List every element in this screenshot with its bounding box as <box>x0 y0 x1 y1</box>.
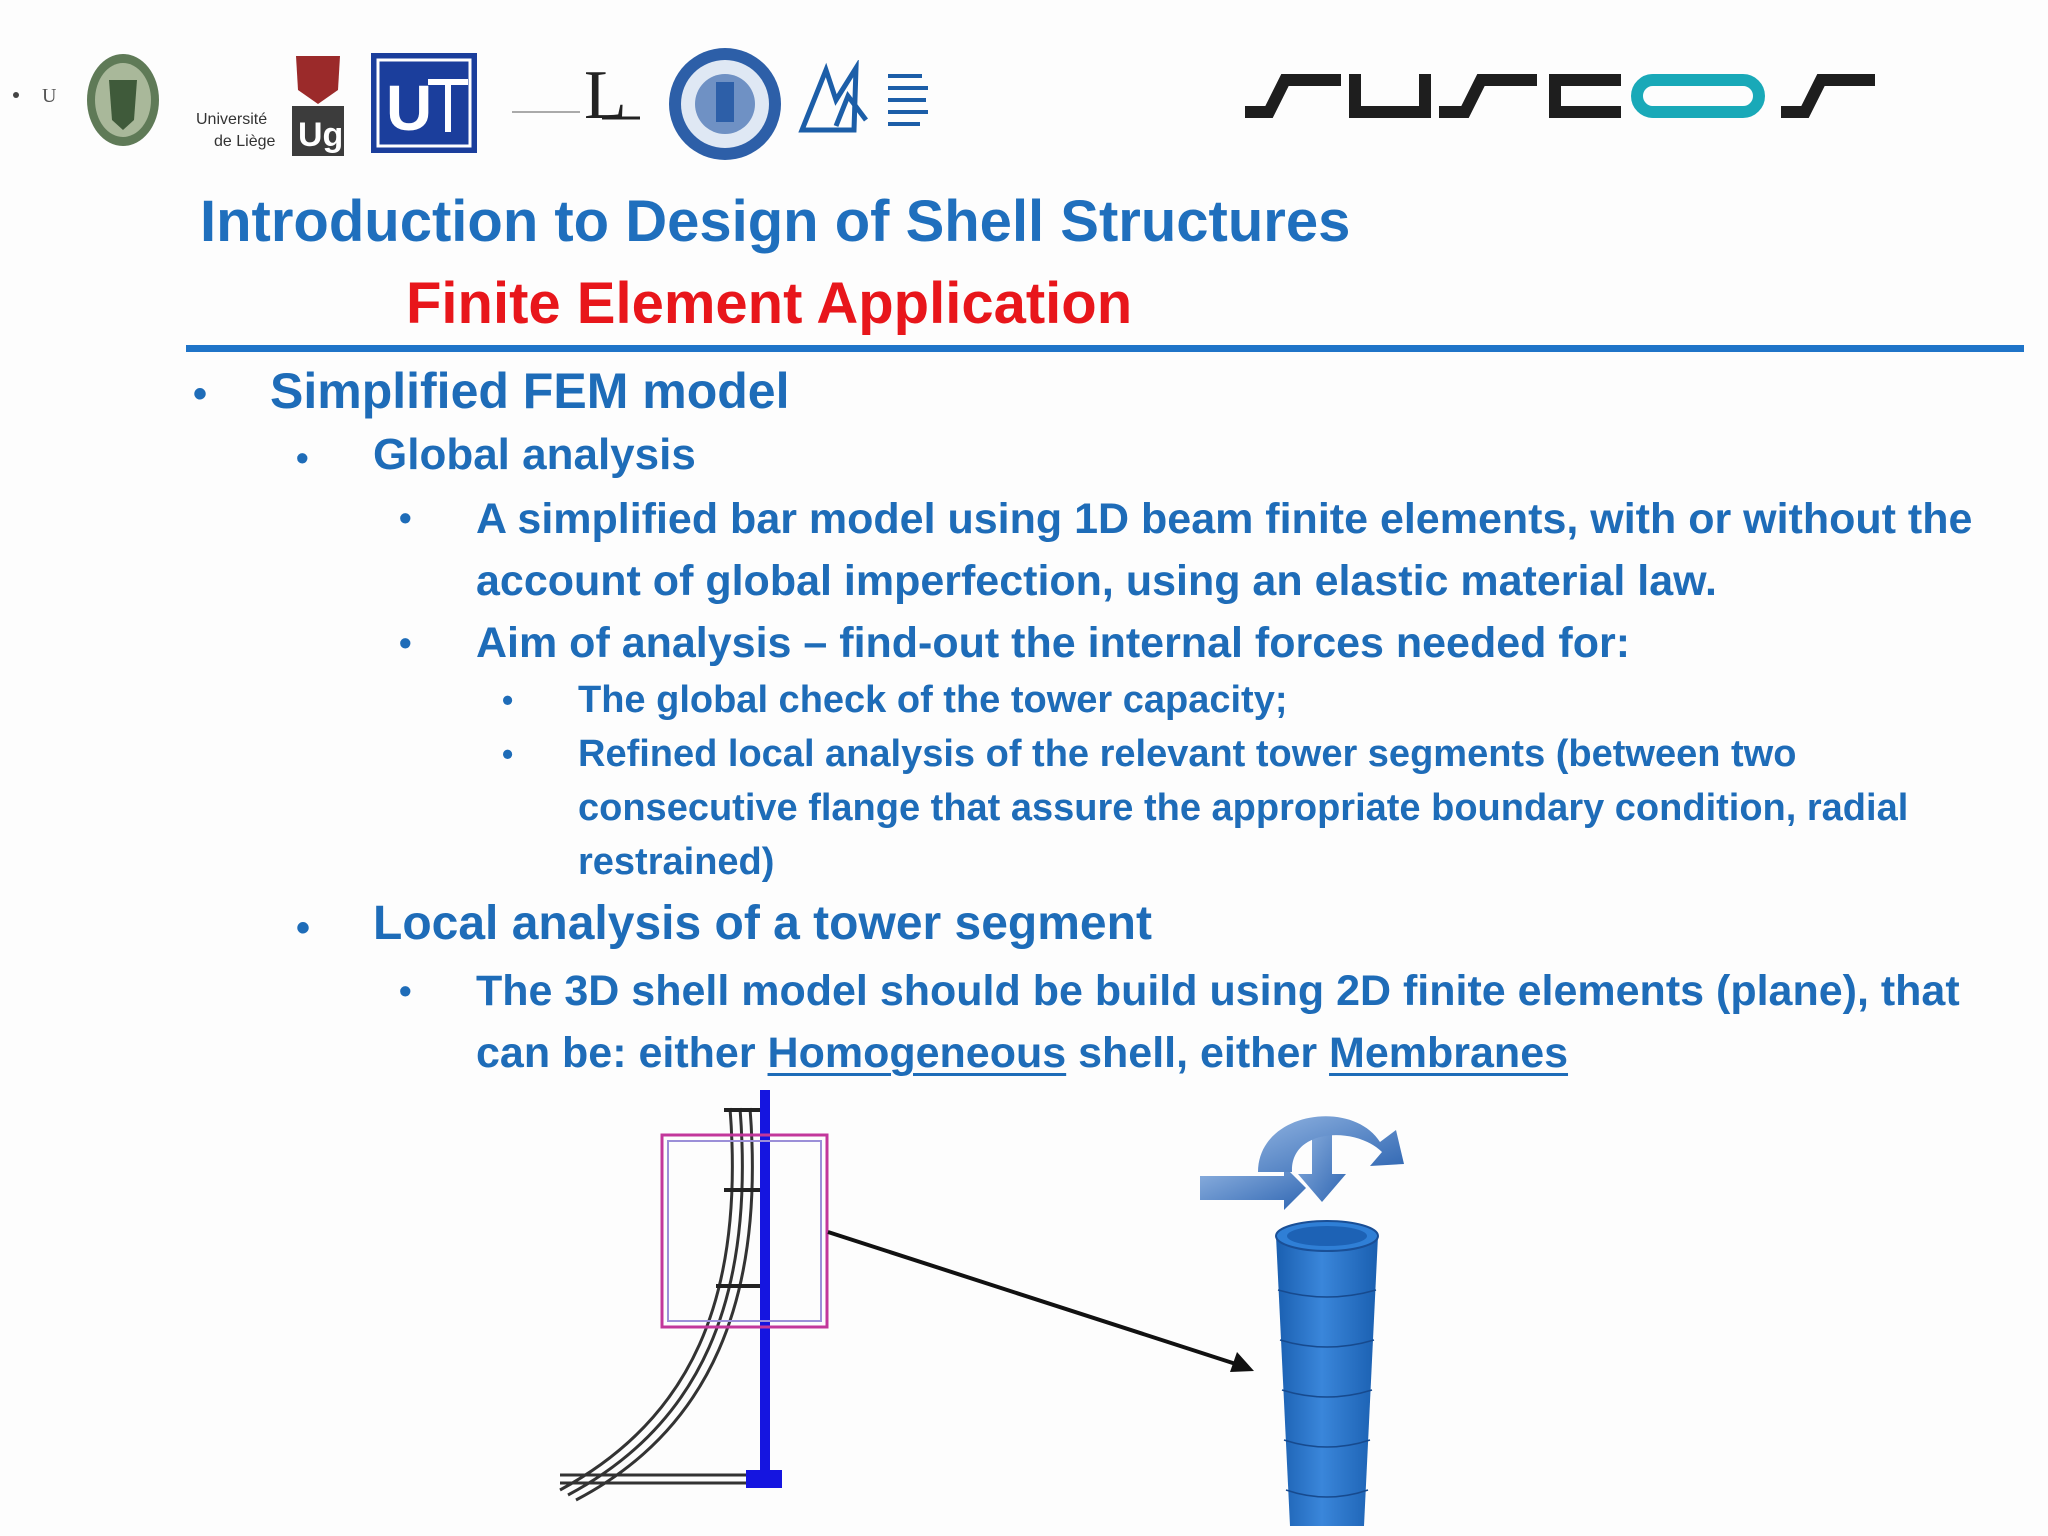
pointer-arrowhead <box>1230 1352 1254 1372</box>
bullet-marker: • <box>502 736 514 772</box>
homogeneous-link[interactable]: Homogeneous <box>767 1029 1067 1077</box>
tower-body <box>1276 1236 1378 1526</box>
bullet-marker: • <box>502 682 514 718</box>
bullet-aim-of-analysis: Aim of analysis – find-out the internal forces needed for: <box>476 619 1631 667</box>
svg-text:Ug: Ug <box>298 116 344 154</box>
tower-model-illustration <box>0 1080 2048 1536</box>
bullet-3d-shell-model <box>476 960 2036 1084</box>
bullet-marker: • <box>296 437 309 478</box>
segment-highlight-frame <box>662 1135 827 1327</box>
bullet-global-check: The global check of the tower capacity; <box>578 679 1288 721</box>
load-arrows <box>1200 1116 1404 1210</box>
bullet-marker: • <box>193 372 208 416</box>
bullet-marker: • <box>399 497 412 538</box>
pointer-line <box>828 1232 1242 1366</box>
bullet-refined-local-analysis: Refined local analysis of the relevant tower segments (between two consecutive flange that assure the appropriate boundary condition, radial restrained) <box>578 733 1909 883</box>
segment-highlight-inner <box>668 1141 821 1321</box>
membranes-link[interactable]: Membranes <box>1329 1029 1569 1077</box>
slide-subtitle: Finite Element Application <box>406 271 1133 336</box>
beam-base <box>746 1470 782 1488</box>
svg-text:U: U <box>386 72 433 144</box>
shell-model-text: The 3D shell model should be build using 2D finite elements (plane), that can be: either <box>476 967 1960 1077</box>
svg-text:L: L <box>584 57 627 134</box>
slide-title: Introduction to Design of Shell Structures <box>200 189 1351 254</box>
svg-text:de Liège: de Liège <box>214 133 276 150</box>
tower-opening <box>1287 1226 1367 1246</box>
shell-model-text-2: shell, either <box>1066 1029 1330 1077</box>
vertical-beam <box>760 1090 770 1486</box>
bullet-simplified-fem-model: Simplified FEM model <box>270 363 790 419</box>
bullet-local-analysis: Local analysis of a tower segment <box>373 897 1152 950</box>
bullet-global-analysis: Global analysis <box>373 430 696 479</box>
bullet-marker: • <box>399 622 412 663</box>
svg-text:U: U <box>42 85 56 107</box>
svg-text:Université: Université <box>196 111 268 128</box>
curved-member <box>560 1108 732 1490</box>
bullet-bar-model: A simplified bar model using 1D beam finite elements, with or without the account of global imperfection, using an elastic material law. <box>476 495 1973 605</box>
bar-model <box>560 1090 827 1500</box>
bullet-marker: • <box>399 970 412 1011</box>
shell-tower-segment <box>1276 1221 1378 1526</box>
horizontal-force-arrow <box>1200 1166 1306 1210</box>
bullet-marker: • <box>296 906 311 950</box>
